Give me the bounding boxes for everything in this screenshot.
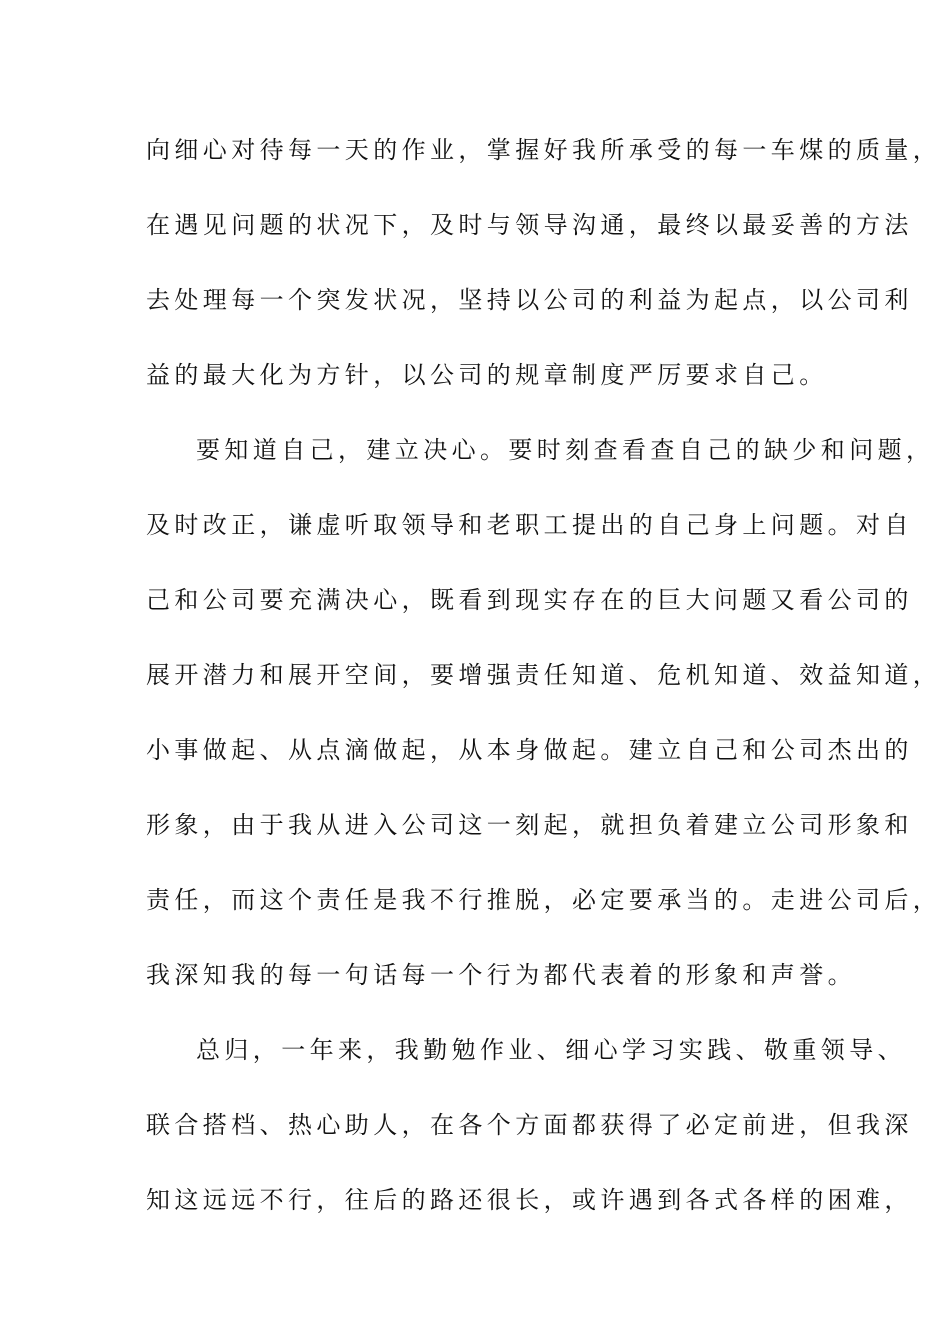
text-line-4: 益的最大化为方针，以公司的规章制度严厉要求自己。 <box>146 361 828 389</box>
paragraph-start-line-13: 总归，一年来，我勤勉作业、细心学习实践、敬重领导、 <box>196 1036 906 1064</box>
text-line-15: 知这远远不行，往后的路还很长，或许遇到各式各样的困难， <box>146 1186 913 1214</box>
text-line-10: 形象，由于我从进入公司这一刻起，就担负着建立公司形象和 <box>146 811 913 839</box>
text-line-8: 展开潜力和展开空间，要增强责任知道、危机知道、效益知道， <box>146 661 942 689</box>
paragraph-start-line-5: 要知道自己，建立决心。要时刻查看查自己的缺少和问题， <box>196 436 935 464</box>
text-line-2: 在遇见问题的状况下，及时与领导沟通，最终以最妥善的方法 <box>146 211 913 239</box>
text-line-7: 己和公司要充满决心，既看到现实存在的巨大问题又看公司的 <box>146 586 913 614</box>
text-line-6: 及时改正，谦虚听取领导和老职工提出的自己身上问题。对自 <box>146 511 913 539</box>
text-line-14: 联合搭档、热心助人，在各个方面都获得了必定前进，但我深 <box>146 1111 913 1139</box>
text-line-3: 去处理每一个突发状况，坚持以公司的利益为起点，以公司利 <box>146 286 913 314</box>
text-line-11: 责任，而这个责任是我不行推脱，必定要承当的。走进公司后， <box>146 886 942 914</box>
text-line-9: 小事做起、从点滴做起，从本身做起。建立自己和公司杰出的 <box>146 736 913 764</box>
text-line-1: 向细心对待每一天的作业，掌握好我所承受的每一车煤的质量， <box>146 136 942 164</box>
text-line-12: 我深知我的每一句话每一个行为都代表着的形象和声誉。 <box>146 961 856 989</box>
